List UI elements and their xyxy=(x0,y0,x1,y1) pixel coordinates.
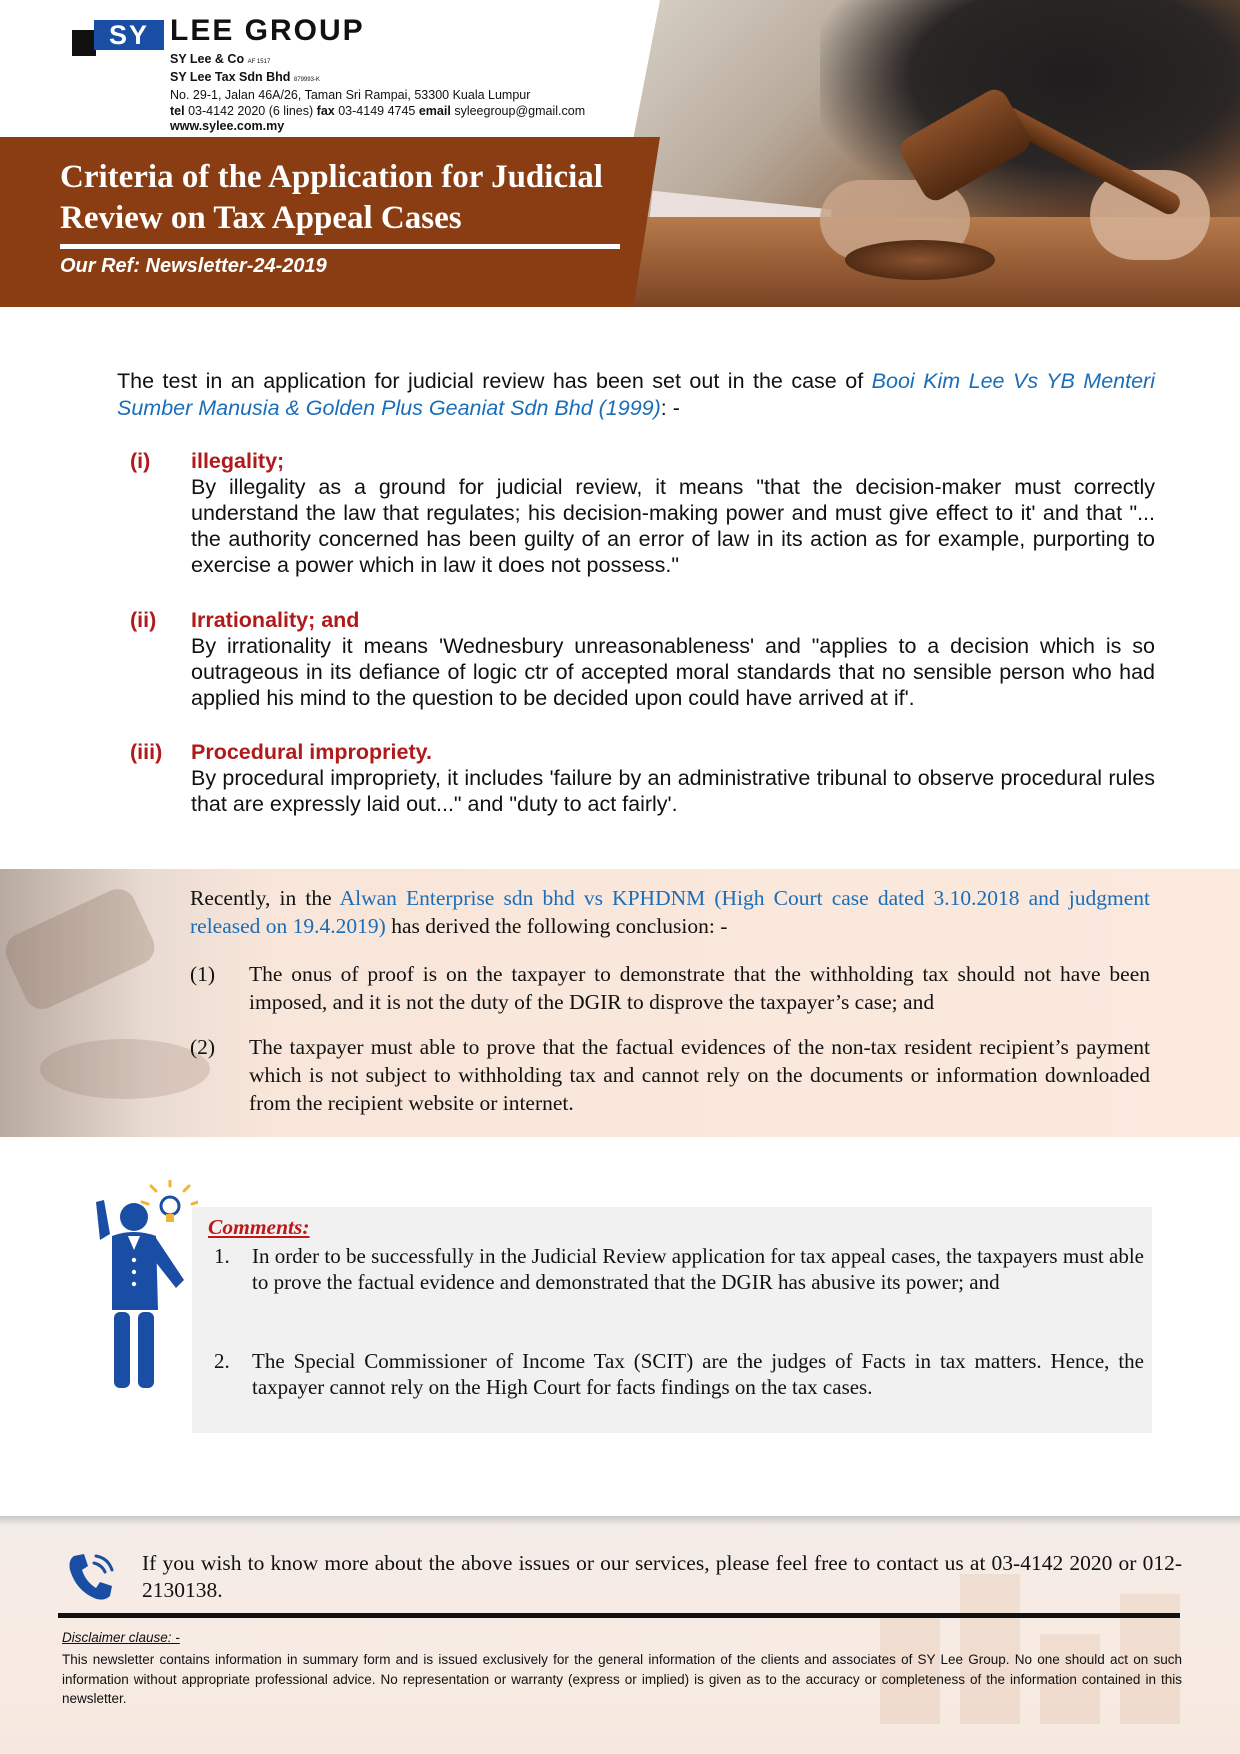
conclusion-text: The taxpayer must able to prove that the factual evidences of the non-tax resident recipient’s payment which is not subject to withholding tax and cannot rely on the documents or information downloaded from the recipient website or internet. xyxy=(249,1035,1150,1115)
firm-reg-2: 879993-K xyxy=(293,77,320,84)
criterion-text: By illegality as a ground for judicial review, it means "that the decision-maker must correctly understand the law that regulates; his decision-making power and must give effect to it' and that "... the authority concerned has been guilty of an error of law in its action as for example, purporting to exercise a power which in law it does not possess." xyxy=(191,475,1155,577)
tel-number: 03-4142 2020 (6 lines) xyxy=(188,103,314,118)
comment-text: In order to be successfully in the Judicial Review application for tax appeal cases, the taxpayers must able to prove the factual evidence and demonstrated that the DGIR has abusive its power; and xyxy=(252,1244,1144,1294)
conclusion-text-end: has derived the following conclusion: - xyxy=(385,914,728,938)
criterion-number: (ii) xyxy=(130,608,157,632)
conclusion-number: (2) xyxy=(190,1035,216,1059)
contact-text: If you wish to know more about the above issues or our services, please feel free to contact us at 03-4142 2020 or 012-2130138. xyxy=(142,1551,1182,1602)
newsletter-title xyxy=(60,157,640,239)
criterion-number: (i) xyxy=(130,449,151,473)
intro-case-citation: Booi Kim Lee Vs YB Menteri Sumber Manusia & Golden Plus Geaniat Sdn Bhd (1999) xyxy=(117,369,1155,420)
person-idea-icon xyxy=(88,1180,198,1400)
gavel-block xyxy=(845,240,995,280)
comment-number: 1. xyxy=(214,1244,230,1268)
disclaimer-text: This newsletter contains information in summary form and is issued exclusively for the general information of the clients and associates of SY Lee Group. No one should act on such information without appropriate professional advice. No representation or warranty (express or implied) is given as to the accuracy or completeness of the information contained in this newsletter. xyxy=(62,1652,1182,1706)
comments-title: Comments: xyxy=(208,1215,310,1239)
firm-address: No. 29-1, Jalan 46A/26, Taman Sri Rampai, 53300 Kuala Lumpur xyxy=(170,88,531,103)
website: www.sylee.com.my xyxy=(170,118,285,133)
disclaimer-title: Disclaimer clause: - xyxy=(62,1630,180,1645)
criterion-heading: Procedural impropriety. xyxy=(191,740,432,764)
logo-mark-text: SY xyxy=(94,20,164,50)
title-line-2: Review on Tax Appeal Cases xyxy=(60,200,462,236)
conclusion-text: The onus of proof is on the taxpayer to demonstrate that the withholding tax should not have been imposed, and it is not the duty of the DGIR to disprove the taxpayer’s case; and xyxy=(249,962,1150,1014)
letterhead-details xyxy=(170,52,585,134)
logo-title: LEE GROUP xyxy=(170,14,365,47)
newsletter-ref: Our Ref: Newsletter-24-2019 xyxy=(60,255,327,277)
title-divider xyxy=(60,244,620,249)
title-line-1: Criteria of the Application for Judicial xyxy=(60,159,603,195)
courtroom-gavel-photo xyxy=(620,0,1240,307)
email-label: email xyxy=(418,103,451,118)
conclusion-number: (1) xyxy=(190,962,216,986)
comment-number: 2. xyxy=(214,1349,230,1373)
firm-name-1: SY Lee & Co xyxy=(170,52,245,66)
firm-name-2: SY Lee Tax Sdn Bhd xyxy=(170,70,291,85)
sy-logo-icon xyxy=(72,20,172,56)
email-address: syleegroup@gmail.com xyxy=(454,103,586,118)
footer-divider xyxy=(58,1613,1180,1618)
criterion-heading: illegality; xyxy=(191,449,285,473)
conclusion-text: Recently, in the xyxy=(190,886,340,910)
comment-text: The Special Commissioner of Income Tax (SCIT) are the judges of Facts in tax matters. Hence, the taxpayer cannot rely on the High Court for facts findings on the tax cases. xyxy=(252,1349,1144,1399)
intro-paragraph xyxy=(117,368,1155,421)
phone-icon xyxy=(64,1548,120,1604)
criterion-text: By procedural impropriety, it includes 'failure by an administrative tribunal to observe procedural rules that are expressly laid out..." and "duty to act fairly'. xyxy=(191,766,1155,816)
criterion-number: (iii) xyxy=(130,740,163,764)
firm-reg-1: AF 1517 xyxy=(247,59,271,65)
newsletter-header xyxy=(0,0,1240,307)
fax-number: 03-4149 4745 xyxy=(338,103,416,118)
intro-text-end: : - xyxy=(660,395,680,420)
criterion-heading: Irrationality; and xyxy=(191,608,360,632)
conclusion-case-citation: Alwan Enterprise sdn bhd vs KPHDNM (High Court case dated 3.10.2018 and judgment released on 19.4.2019) xyxy=(190,886,1151,938)
intro-text: The test in an application for judicial review has been set out in the case of xyxy=(117,369,872,393)
fax-label: fax xyxy=(316,103,335,118)
conclusion-intro xyxy=(190,884,1150,940)
criterion-text: By irrationality it means 'Wednesbury unreasonableness' and "applies to a decision which is so outrageous in its defiance of logic ctr of accepted moral standards that no sensible person who had applied his mind to the question to be decided upon could have arrived at if'. xyxy=(191,634,1155,710)
tel-label: tel xyxy=(170,103,185,118)
